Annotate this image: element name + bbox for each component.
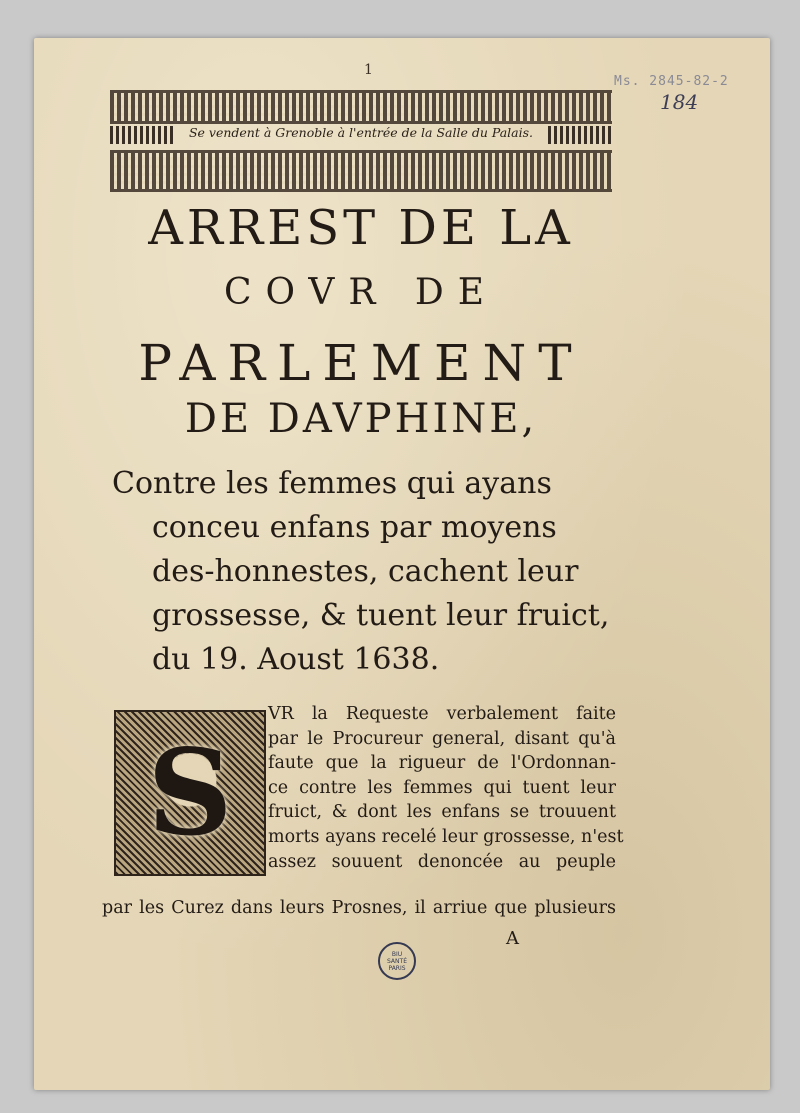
body-line-full-width: par les Curez dans leurs Prosnes, il arriue que plusieurs xyxy=(102,898,616,918)
sale-notice-row xyxy=(110,124,612,146)
subtitle-line: grossesse, & tuent leur fruict, xyxy=(152,598,610,633)
body-line: faute que la rigueur de l'Ordonnan- xyxy=(268,753,616,774)
library-stamp xyxy=(378,942,416,980)
signature-mark: A xyxy=(506,928,519,949)
ornament-left xyxy=(110,126,174,144)
stamp-line: PARIS xyxy=(388,964,406,972)
title-line-1: ARREST DE LA xyxy=(148,200,574,256)
body-line: par le Procureur general, disant qu'à xyxy=(268,728,616,749)
drop-cap-illuminated xyxy=(114,710,266,876)
body-paragraph xyxy=(268,702,624,874)
title-line-2: COVR DE xyxy=(223,272,499,313)
subtitle-line: conceu enfans par moyens xyxy=(152,510,557,545)
body-line: ce contre les femmes qui tuent leur xyxy=(268,777,616,798)
stamp-line: BIU xyxy=(391,950,403,958)
ornament-right xyxy=(548,126,612,144)
subtitle xyxy=(112,462,632,682)
folio-number: 184 xyxy=(660,90,699,114)
body-line: fruict, & dont les enfans se trouuent xyxy=(268,802,616,823)
sale-notice: Se vendent à Grenoble à l'entrée de la Salle du Palais. xyxy=(188,125,534,140)
title-line-4: DE DAVPHINE, xyxy=(184,396,538,442)
subtitle-line: Contre les femmes qui ayans xyxy=(112,466,552,501)
ornament-band-bottom xyxy=(110,150,612,192)
title-line-3: PARLEMENT xyxy=(138,334,584,392)
drop-cap-letter: S xyxy=(147,723,233,862)
stamp-line: SANTÉ xyxy=(387,957,407,965)
page-number: 1 xyxy=(364,62,373,78)
subtitle-line: des-honnestes, cachent leur xyxy=(152,554,579,589)
ornament-band-top xyxy=(110,90,612,124)
body-line: VR la Requeste verbalement faite xyxy=(268,704,616,724)
subtitle-line: du 19. Aoust 1638. xyxy=(152,642,440,677)
body-line: morts ayans recelé leur grossesse, n'est xyxy=(268,826,624,847)
shelfmark-annotation: Ms. 2845-82-2 xyxy=(614,74,729,89)
body-line: assez souuent denoncée au peuple xyxy=(268,851,616,872)
